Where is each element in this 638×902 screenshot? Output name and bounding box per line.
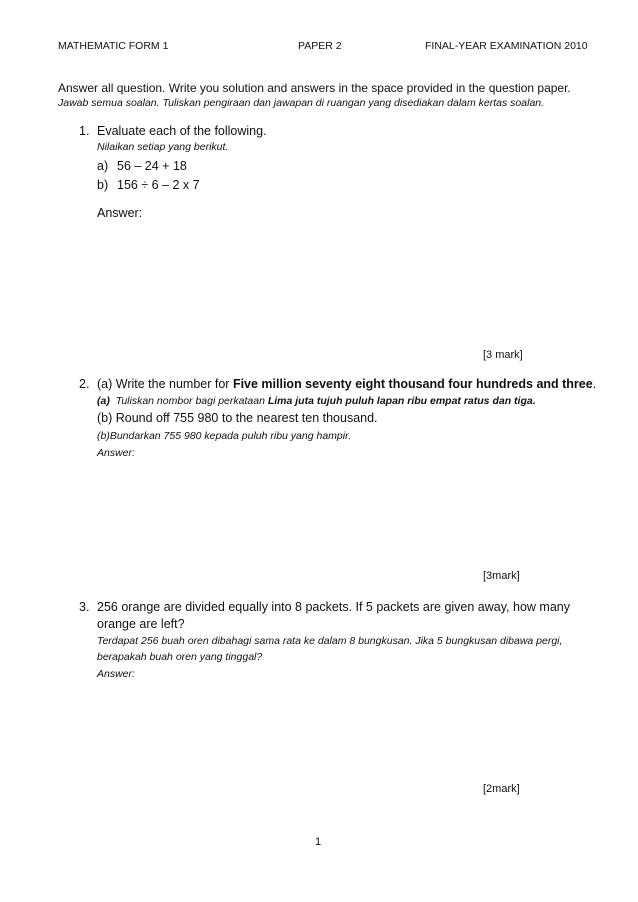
part-a-label: a) <box>97 159 109 173</box>
page-number: 1 <box>315 836 322 848</box>
question-text: Evaluate each of the following. <box>97 124 267 138</box>
marks-label: [3 mark] <box>483 349 523 361</box>
part-a-text <box>97 377 596 391</box>
part-a-text-malay <box>97 395 536 407</box>
part-b-expression: 156 ÷ 6 – 2 x 7 <box>117 178 200 192</box>
part-a-malay-prefix: Tuliskan nombor bagi perkataan <box>115 395 268 407</box>
marks-label: [3mark] <box>483 570 520 582</box>
question-text-malay-line-2: berapakah buah oren yang tinggal? <box>97 651 263 663</box>
instruction-malay: Jawab semua soalan. Tuliskan pengiraan dan jawapan di ruangan yang disediakan dalam kertas soalan. <box>58 97 545 109</box>
instruction-english: Answer all question. Write you solution and answers in the space provided in the question paper. <box>58 81 571 95</box>
part-b-label: b) <box>97 178 109 192</box>
answer-label: Answer: <box>97 447 135 459</box>
part-a-malay-number-words: Lima juta tujuh puluh lapan ribu empat ratus dan tiga. <box>267 395 536 407</box>
question-number: 3. <box>79 600 90 614</box>
answer-label: Answer: <box>97 668 135 680</box>
part-a-prefix: (a) Write the number for <box>97 377 233 391</box>
question-text-line-1: 256 orange are divided equally into 8 packets. If 5 packets are given away, how many <box>97 600 570 614</box>
question-text-malay: Nilaikan setiap yang berikut. <box>97 141 229 153</box>
header-exam: FINAL-YEAR EXAMINATION 2010 <box>425 40 588 52</box>
part-a-suffix: . <box>592 377 597 391</box>
part-b-text: (b) Round off 755 980 to the nearest ten thousand. <box>97 411 378 425</box>
part-a-malay-label: (a) <box>97 395 110 407</box>
question-number: 2. <box>79 377 90 391</box>
part-a-number-words: Five million seventy eight thousand four hundreds and three <box>232 377 593 391</box>
header-paper: PAPER 2 <box>298 40 342 52</box>
question-text-line-2: orange are left? <box>97 617 185 631</box>
part-a-expression: 56 – 24 + 18 <box>117 159 187 173</box>
answer-label: Answer: <box>97 206 143 220</box>
question-text-malay-line-1: Terdapat 256 buah oren dibahagi sama rata ke dalam 8 bungkusan. Jika 5 bungkusan dibawa pergi, <box>97 635 563 647</box>
marks-label: [2mark] <box>483 783 520 795</box>
part-b-text-malay: (b)Bundarkan 755 980 kepada puluh ribu yang hampir. <box>97 430 352 442</box>
question-number: 1. <box>79 124 90 138</box>
header-subject: MATHEMATIC FORM 1 <box>58 40 169 52</box>
